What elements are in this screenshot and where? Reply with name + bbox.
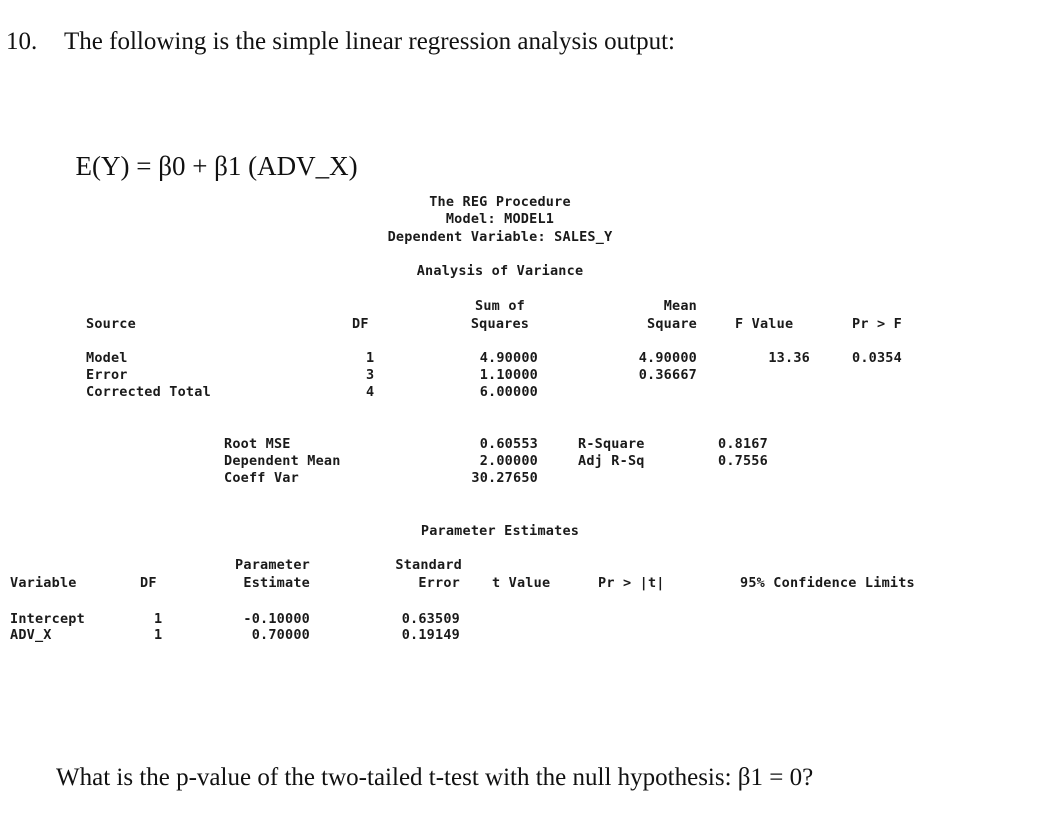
dep-mean-label: Dependent Mean (224, 453, 341, 469)
coeff-var-label: Coeff Var (224, 470, 299, 486)
param-se: 0.63509 (401, 611, 460, 627)
params-col-t: t Value (492, 575, 551, 591)
dep-mean-value: 2.00000 (479, 453, 538, 469)
anova-source: Model (86, 350, 128, 366)
anova-ms: 0.36667 (638, 367, 697, 383)
param-estimate: -0.10000 (243, 611, 310, 627)
adj-rsq-label: Adj R-Sq (578, 453, 645, 469)
param-variable: Intercept (10, 611, 85, 627)
anova-col-ss-1: Sum of (475, 298, 525, 314)
root-mse-value: 0.60553 (479, 436, 538, 452)
params-col-ci: 95% Confidence Limits (740, 575, 915, 591)
params-col-est-2: Estimate (243, 575, 310, 591)
adj-rsq-value: 0.7556 (718, 453, 768, 469)
question-intro: The following is the simple linear regression analysis output: (64, 28, 675, 55)
params-col-se-2: Error (418, 575, 460, 591)
param-se: 0.19149 (401, 627, 460, 643)
equation-text: E(Y) = β0 + β1 (ADV_X) (75, 151, 358, 181)
params-title: Parameter Estimates (420, 523, 580, 539)
anova-col-source: Source (86, 316, 136, 332)
dependent-variable: Dependent Variable: SALES_Y (387, 229, 613, 245)
anova-ss: 1.10000 (479, 367, 538, 383)
model-name: Model: MODEL1 (445, 211, 555, 227)
anova-source: Corrected Total (86, 384, 211, 400)
param-df: 1 (154, 627, 163, 643)
model-equation (62, 120, 358, 182)
anova-ss: 4.90000 (479, 350, 538, 366)
anova-ms: 4.90000 (638, 350, 697, 366)
rsq-value: 0.8167 (718, 436, 768, 452)
anova-f: 13.36 (768, 350, 810, 366)
anova-source: Error (86, 367, 128, 383)
anova-df: 3 (366, 367, 375, 383)
anova-col-ss-2: Squares (470, 316, 530, 332)
params-col-p: Pr > |t| (598, 575, 665, 591)
coeff-var-value: 30.27650 (471, 470, 538, 486)
anova-title: Analysis of Variance (416, 263, 584, 279)
anova-ss: 6.00000 (479, 384, 538, 400)
anova-col-ms-1: Mean (663, 298, 697, 314)
anova-df: 1 (366, 350, 375, 366)
params-col-se-1: Standard (395, 557, 462, 573)
root-mse-label: Root MSE (224, 436, 291, 452)
params-col-est-1: Parameter (235, 557, 310, 573)
procedure-title: The REG Procedure (429, 194, 571, 210)
params-col-df: DF (140, 575, 157, 591)
anova-p: 0.0354 (852, 350, 902, 366)
anova-col-ms-2: Square (647, 316, 697, 332)
param-variable: ADV_X (10, 627, 52, 643)
anova-col-p: Pr > F (852, 316, 902, 332)
params-col-variable: Variable (10, 575, 77, 591)
anova-col-df: DF (352, 316, 369, 332)
anova-col-f: F Value (735, 316, 794, 332)
param-df: 1 (154, 611, 163, 627)
question-prompt: What is the p-value of the two-tailed t-test with the null hypothesis: β1 = 0? (56, 764, 814, 791)
rsq-label: R-Square (578, 436, 645, 452)
param-estimate: 0.70000 (251, 627, 310, 643)
anova-df: 4 (366, 384, 375, 400)
question-number: 10. (6, 28, 38, 55)
